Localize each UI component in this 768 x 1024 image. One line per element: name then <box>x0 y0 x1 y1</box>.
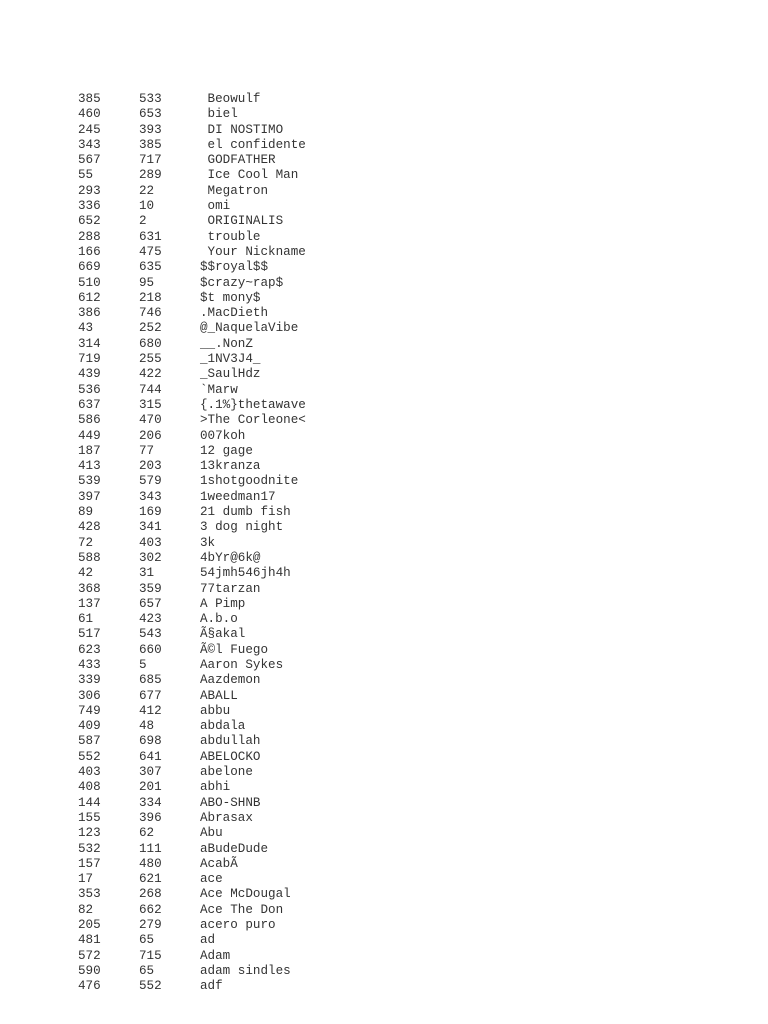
row-nickname: Aaron Sykes <box>200 657 284 672</box>
row-score: 343 <box>139 489 162 504</box>
row-score: 422 <box>139 367 162 382</box>
row-score: 393 <box>139 122 162 137</box>
row-nickname: ad <box>200 933 216 948</box>
row-id: 552 <box>78 749 101 764</box>
row-nickname: A Pimp <box>200 596 246 611</box>
row-score: 169 <box>139 505 162 520</box>
row-nickname: Ace McDougal <box>200 887 291 902</box>
row-id: 510 <box>78 275 101 290</box>
row-score: 252 <box>139 321 162 336</box>
row-score: 480 <box>139 856 162 871</box>
row-nickname: Abrasax <box>200 810 253 825</box>
row-nickname: abdullah <box>200 734 261 749</box>
row-score: 279 <box>139 918 162 933</box>
row-nickname: 12 gage <box>200 443 253 458</box>
row-score: 746 <box>139 306 162 321</box>
row-score: 315 <box>139 397 162 412</box>
row-nickname: abhi <box>200 780 231 795</box>
row-nickname: abelone <box>200 765 253 780</box>
row-score: 533 <box>139 92 162 106</box>
row-id: 144 <box>78 795 101 810</box>
row-id: 55 <box>78 168 94 183</box>
row-id: 637 <box>78 397 101 412</box>
row-nickname: >The Corleone< <box>200 413 306 428</box>
row-score: 680 <box>139 336 162 351</box>
row-score: 218 <box>139 290 162 305</box>
row-score: 289 <box>139 168 162 183</box>
row-score: 307 <box>139 765 162 780</box>
row-score: 77 <box>139 443 155 458</box>
row-score: 621 <box>139 872 162 887</box>
row-id: 669 <box>78 260 101 275</box>
row-nickname: 1shotgoodnite <box>200 474 299 489</box>
row-id: 82 <box>78 902 94 917</box>
row-nickname: {.1%}thetawave <box>200 397 306 412</box>
row-score: 201 <box>139 780 162 795</box>
row-id: 17 <box>78 872 94 887</box>
row-id: 428 <box>78 520 101 535</box>
row-score: 641 <box>139 749 162 764</box>
row-id: 572 <box>78 948 101 963</box>
row-id: 306 <box>78 688 101 703</box>
row-nickname: Abu <box>200 826 223 841</box>
row-score: 677 <box>139 688 162 703</box>
row-score: 10 <box>139 199 155 214</box>
row-id: 343 <box>78 137 101 152</box>
row-nickname: 13kranza <box>200 459 261 474</box>
row-score: 22 <box>139 183 155 198</box>
row-nickname: ABELOCKO <box>200 749 261 764</box>
row-score: 744 <box>139 382 162 397</box>
row-score: 635 <box>139 260 162 275</box>
row-score: 268 <box>139 887 162 902</box>
row-id: 652 <box>78 214 101 229</box>
row-id: 408 <box>78 780 101 795</box>
row-nickname: abbu <box>200 703 231 718</box>
row-nickname: AcabÃ <box>200 856 238 871</box>
row-score: 579 <box>139 474 162 489</box>
row-id: 155 <box>78 810 101 825</box>
row-score: 657 <box>139 596 162 611</box>
row-score: 552 <box>139 979 162 994</box>
row-id: 187 <box>78 443 101 458</box>
row-id: 61 <box>78 612 94 627</box>
row-nickname: _1NV3J4_ <box>200 352 261 367</box>
row-score: 412 <box>139 703 162 718</box>
row-nickname: ABO-SHNB <box>200 795 261 810</box>
row-score: 62 <box>139 826 155 841</box>
row-score: 385 <box>139 137 162 152</box>
row-score: 660 <box>139 642 162 657</box>
row-score: 470 <box>139 413 162 428</box>
row-id: 590 <box>78 963 101 978</box>
row-score: 65 <box>139 963 155 978</box>
row-nickname: acero puro <box>200 918 276 933</box>
row-nickname: 54jmh546jh4h <box>200 566 291 581</box>
row-nickname: Beowulf <box>200 92 261 106</box>
row-id: 517 <box>78 627 101 642</box>
row-score: 334 <box>139 795 162 810</box>
row-nickname: GODFATHER <box>200 153 276 168</box>
row-nickname: el confidente <box>200 137 306 152</box>
row-nickname: __.NonZ <box>200 336 253 351</box>
row-id: 481 <box>78 933 101 948</box>
row-id: 123 <box>78 826 101 841</box>
row-id: 588 <box>78 550 101 565</box>
row-id: 539 <box>78 474 101 489</box>
row-id: 586 <box>78 413 101 428</box>
row-id: 439 <box>78 367 101 382</box>
row-id: 449 <box>78 428 101 443</box>
row-score: 302 <box>139 550 162 565</box>
row-score: 685 <box>139 673 162 688</box>
row-nickname: A.b.o <box>200 612 238 627</box>
row-id: 612 <box>78 290 101 305</box>
row-id: 397 <box>78 489 101 504</box>
row-score: 543 <box>139 627 162 642</box>
row-id: 532 <box>78 841 101 856</box>
row-id: 587 <box>78 734 101 749</box>
row-id: 460 <box>78 107 101 122</box>
row-id: 166 <box>78 244 101 259</box>
row-nickname: 21 dumb fish <box>200 505 291 520</box>
row-id: 386 <box>78 306 101 321</box>
row-nickname: $crazy~rap$ <box>200 275 284 290</box>
row-nickname: Ã©l Fuego <box>200 642 269 657</box>
row-id: 567 <box>78 153 101 168</box>
row-nickname: 3 dog night <box>200 520 284 535</box>
row-nickname: aBudeDude <box>200 841 269 856</box>
row-score: 95 <box>139 275 155 290</box>
row-nickname: biel <box>200 107 238 122</box>
row-nickname: Your Nickname <box>200 244 306 259</box>
row-nickname: Megatron <box>200 183 269 198</box>
row-id: 157 <box>78 856 101 871</box>
row-nickname: ORIGINALIS <box>200 214 284 229</box>
row-nickname: _SaulHdz <box>200 367 261 382</box>
row-nickname: 007koh <box>200 428 246 443</box>
row-id: 336 <box>78 199 101 214</box>
row-score: 403 <box>139 535 162 550</box>
row-id: 409 <box>78 719 101 734</box>
row-nickname: $$royal$$ <box>200 260 269 275</box>
row-nickname: 3k <box>200 535 216 550</box>
row-nickname: 77tarzan <box>200 581 261 596</box>
row-nickname: Ice Cool Man <box>200 168 299 183</box>
row-id: 205 <box>78 918 101 933</box>
row-nickname: $t mony$ <box>200 290 261 305</box>
row-id: 89 <box>78 505 94 520</box>
row-nickname: trouble <box>200 229 261 244</box>
row-nickname: 4bYr@6k@ <box>200 550 261 565</box>
row-id: 536 <box>78 382 101 397</box>
row-nickname: adam sindles <box>200 963 291 978</box>
row-score: 255 <box>139 352 162 367</box>
row-id: 403 <box>78 765 101 780</box>
row-score: 111 <box>139 841 162 856</box>
row-id: 42 <box>78 566 94 581</box>
row-id: 288 <box>78 229 101 244</box>
row-score: 715 <box>139 948 162 963</box>
row-score: 31 <box>139 566 155 581</box>
row-nickname: .MacDieth <box>200 306 269 321</box>
row-nickname: omi <box>200 199 231 214</box>
row-id: 72 <box>78 535 94 550</box>
row-id: 43 <box>78 321 94 336</box>
row-id: 137 <box>78 596 101 611</box>
row-nickname: @_NaquelaVibe <box>200 321 299 336</box>
row-score: 423 <box>139 612 162 627</box>
row-score: 631 <box>139 229 162 244</box>
row-score: 717 <box>139 153 162 168</box>
row-score: 662 <box>139 902 162 917</box>
row-score: 475 <box>139 244 162 259</box>
row-score: 341 <box>139 520 162 535</box>
row-score: 359 <box>139 581 162 596</box>
row-nickname: Adam <box>200 948 231 963</box>
row-id: 339 <box>78 673 101 688</box>
row-nickname: ABALL <box>200 688 238 703</box>
row-id: 385 <box>78 92 101 106</box>
row-id: 314 <box>78 336 101 351</box>
row-score: 203 <box>139 459 162 474</box>
row-score: 206 <box>139 428 162 443</box>
row-nickname: `Marw <box>200 382 238 397</box>
row-nickname: DI NOSTIMO <box>200 122 284 137</box>
row-id: 433 <box>78 657 101 672</box>
row-score: 698 <box>139 734 162 749</box>
row-id: 749 <box>78 703 101 718</box>
row-id: 623 <box>78 642 101 657</box>
row-nickname: ace <box>200 872 223 887</box>
row-id: 413 <box>78 459 101 474</box>
row-id: 719 <box>78 352 101 367</box>
row-score: 5 <box>139 657 147 672</box>
row-nickname: Ã§akal <box>200 627 246 642</box>
row-id: 293 <box>78 183 101 198</box>
row-id: 245 <box>78 122 101 137</box>
row-id: 476 <box>78 979 101 994</box>
row-id: 353 <box>78 887 101 902</box>
row-score: 2 <box>139 214 147 229</box>
row-score: 396 <box>139 810 162 825</box>
row-id: 368 <box>78 581 101 596</box>
row-score: 65 <box>139 933 155 948</box>
row-nickname: Aazdemon <box>200 673 261 688</box>
row-score: 48 <box>139 719 155 734</box>
row-nickname: 1weedman17 <box>200 489 276 504</box>
row-nickname: abdala <box>200 719 246 734</box>
row-score: 653 <box>139 107 162 122</box>
row-nickname: Ace The Don <box>200 902 284 917</box>
row-nickname: adf <box>200 979 223 994</box>
